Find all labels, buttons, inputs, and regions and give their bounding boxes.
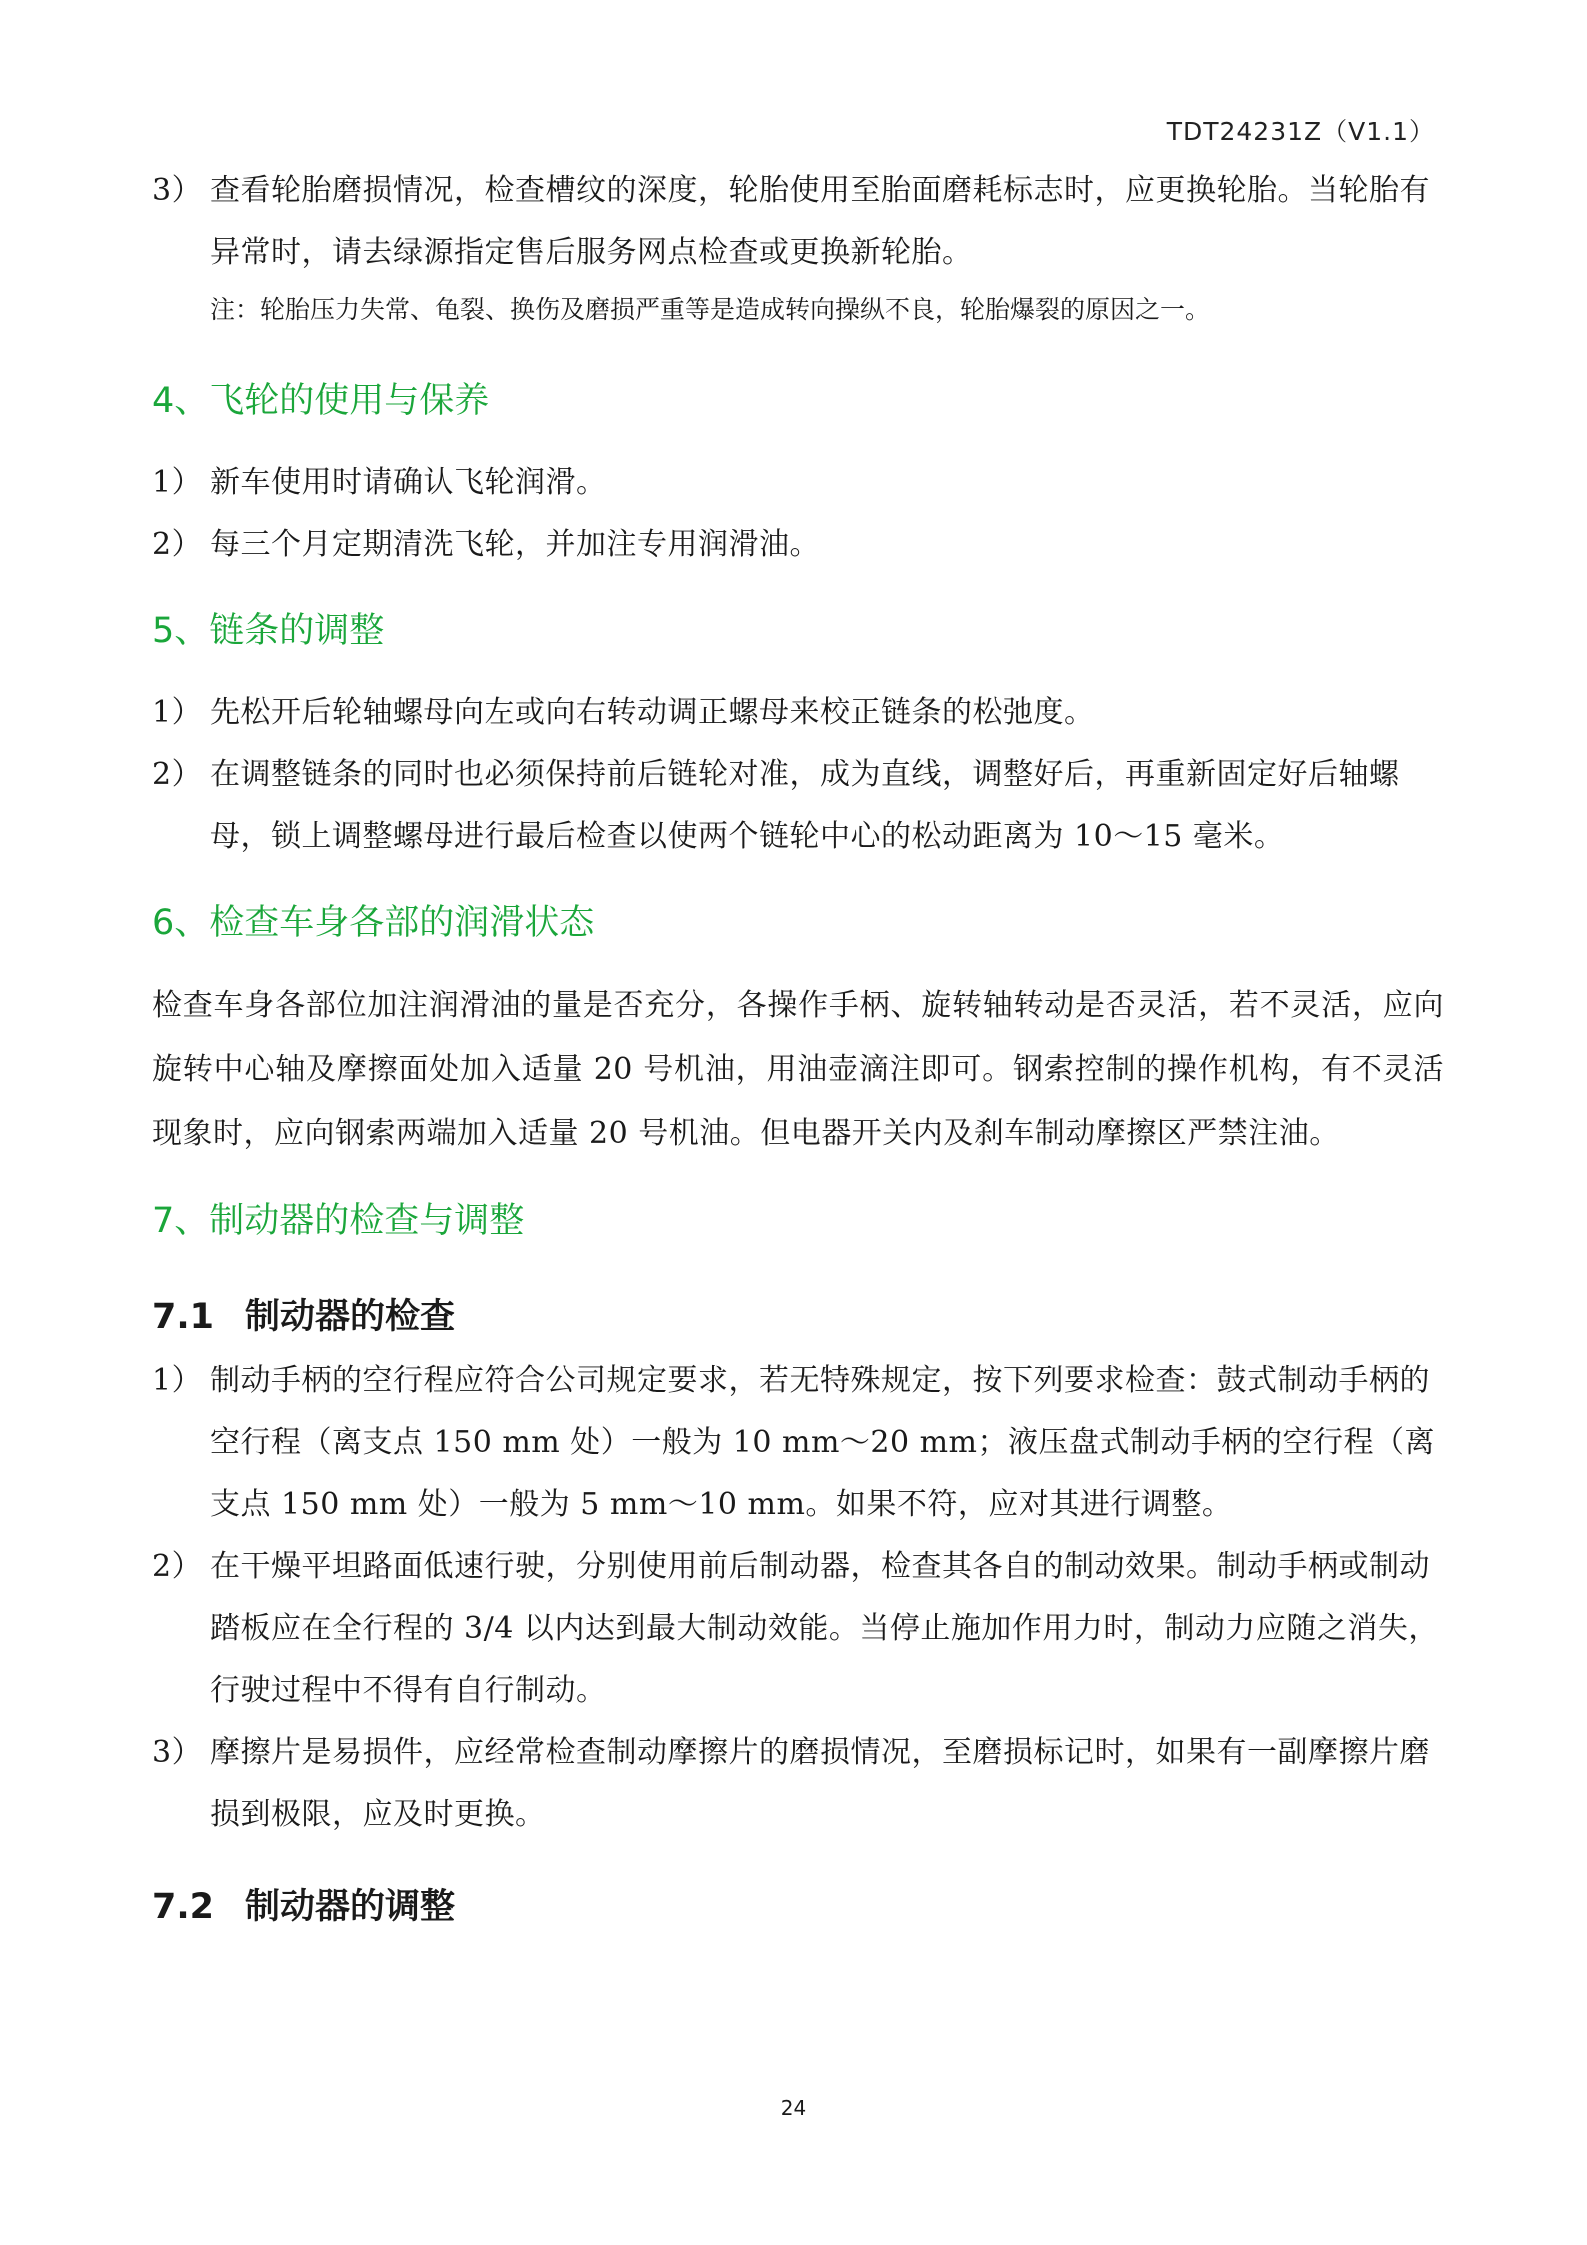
page-number: 24 (780, 2096, 807, 2120)
subsection-number: 7.2 (152, 1887, 215, 1927)
document-code: TDT24231Z（V1.1） (1166, 117, 1435, 146)
list-number: 3） (152, 173, 203, 208)
list-text: 查看轮胎磨损情况，检查槽纹的深度，轮胎使用至胎面磨耗标志时，应更换轮胎。当轮胎有异常时，请去绿源指定售后服务网点检查或更换新轮胎。 (210, 173, 1430, 270)
subsection-number: 7.1 (152, 1297, 215, 1337)
list-item-tire-wear (152, 160, 1444, 284)
list-text: 摩擦片是易损件，应经常检查制动摩擦片的磨损情况，至磨损标记时，如果有一副摩擦片磨损到极限，应及时更换。 (210, 1735, 1430, 1832)
list-number: 1） (152, 465, 203, 500)
list-item (152, 682, 1444, 744)
list-item (152, 514, 1444, 576)
list-item (152, 1536, 1444, 1722)
section-7-2-heading (152, 1882, 1444, 1932)
list-item (152, 1350, 1444, 1536)
list-number: 2） (152, 1549, 203, 1584)
tire-note: 注：轮胎压力失常、龟裂、换伤及磨损严重等是造成转向操纵不良，轮胎爆裂的原因之一。 (210, 295, 1211, 324)
list-text: 先松开后轮轴螺母向左或向右转动调正螺母来校正链条的松弛度。 (210, 695, 1095, 730)
list-item (152, 744, 1444, 868)
subsection-title: 制动器的检查 (245, 1297, 456, 1337)
list-text: 在调整链条的同时也必须保持前后链轮对准，成为直线，调整好后，再重新固定好后轴螺母，锁上调整螺母进行最后检查以使两个链轮中心的松动距离为 10～15 毫米。 (210, 757, 1400, 854)
list-number: 3） (152, 1735, 203, 1770)
section-5-heading: 5、链条的调整 (152, 611, 385, 651)
list-item (152, 1722, 1444, 1846)
list-number: 2） (152, 527, 203, 562)
section-6-heading: 6、检查车身各部的润滑状态 (152, 903, 595, 943)
page-content (152, 160, 1444, 1932)
list-number: 1） (152, 695, 203, 730)
list-text: 每三个月定期清洗飞轮，并加注专用润滑油。 (210, 527, 820, 562)
list-number: 2） (152, 757, 203, 792)
section-4-heading: 4、飞轮的使用与保养 (152, 381, 490, 421)
subsection-title: 制动器的调整 (245, 1887, 456, 1927)
list-text: 新车使用时请确认飞轮润滑。 (210, 465, 607, 500)
lubrication-paragraph: 检查车身各部位加注润滑油的量是否充分，各操作手柄、旋转轴转动是否灵活，若不灵活，应向旋转中心轴及摩擦面处加入适量 20 号机油，用油壶滴注即可。钢索控制的操作机构，有不灵活现象时，应向钢索两端加入适量 20 号机油。但电器开关内及刹车制动摩擦区严禁注油。 (152, 988, 1444, 1151)
list-item (152, 452, 1444, 514)
section-7-heading: 7、制动器的检查与调整 (152, 1201, 525, 1241)
list-text: 在干燥平坦路面低速行驶，分别使用前后制动器，检查其各自的制动效果。制动手柄或制动踏板应在全行程的 3/4 以内达到最大制动效能。当停止施加作用力时，制动力应随之消失，行驶过程中不得有自行制动。 (210, 1549, 1439, 1708)
section-7-1-heading (152, 1292, 1444, 1342)
list-number: 1） (152, 1363, 203, 1398)
list-text: 制动手柄的空行程应符合公司规定要求，若无特殊规定，按下列要求检查：鼓式制动手柄的空行程（离支点 150 mm 处）一般为 10 mm～20 mm；液压盘式制动手柄的空行程（离支点 150 mm 处）一般为 5 mm～10 mm。如果不符，应对其进行调整。 (210, 1363, 1436, 1522)
